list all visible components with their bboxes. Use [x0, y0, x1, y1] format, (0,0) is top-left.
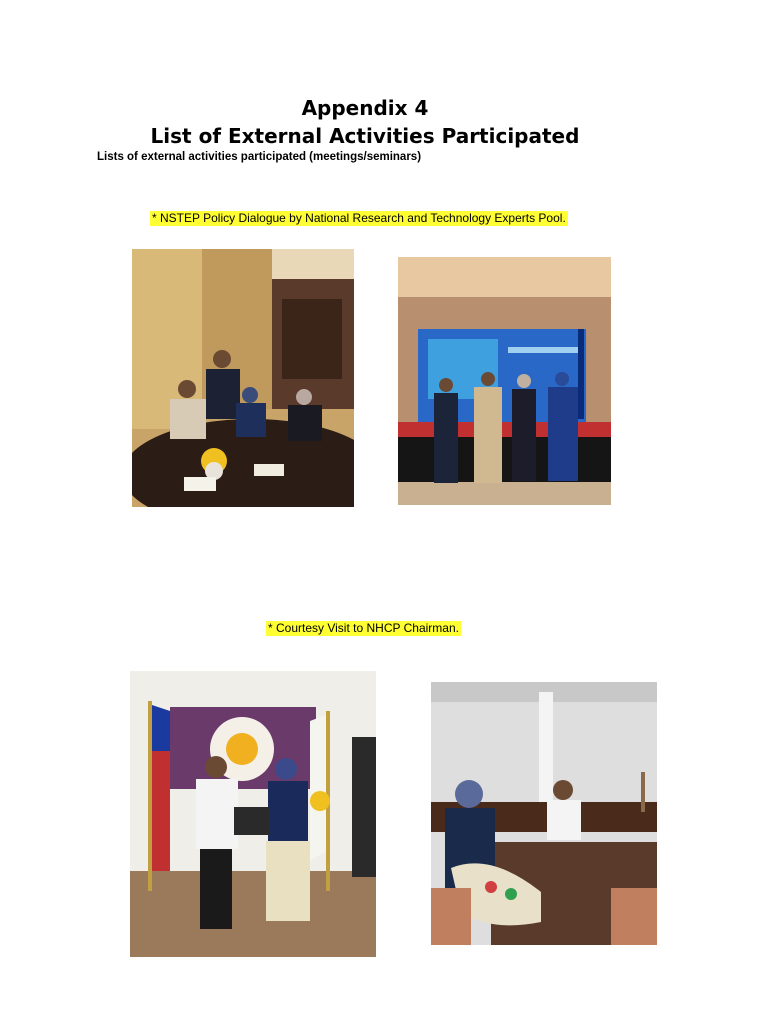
page-title: List of External Activities Participated	[150, 124, 580, 148]
photo-chairman-office	[431, 682, 657, 945]
activity-label-nstep: * NSTEP Policy Dialogue by National Research and Technology Experts Pool.	[152, 211, 566, 225]
appendix-heading: Appendix 4	[301, 96, 429, 120]
photo-roundtable-meeting	[132, 249, 354, 507]
photo-group-stage-nstep	[398, 257, 611, 505]
page-subtitle: Lists of external activities participated (meetings/seminars)	[97, 151, 422, 163]
photo-book-handover	[130, 671, 376, 957]
activity-label-nhcp: * Courtesy Visit to NHCP Chairman.	[268, 621, 459, 635]
